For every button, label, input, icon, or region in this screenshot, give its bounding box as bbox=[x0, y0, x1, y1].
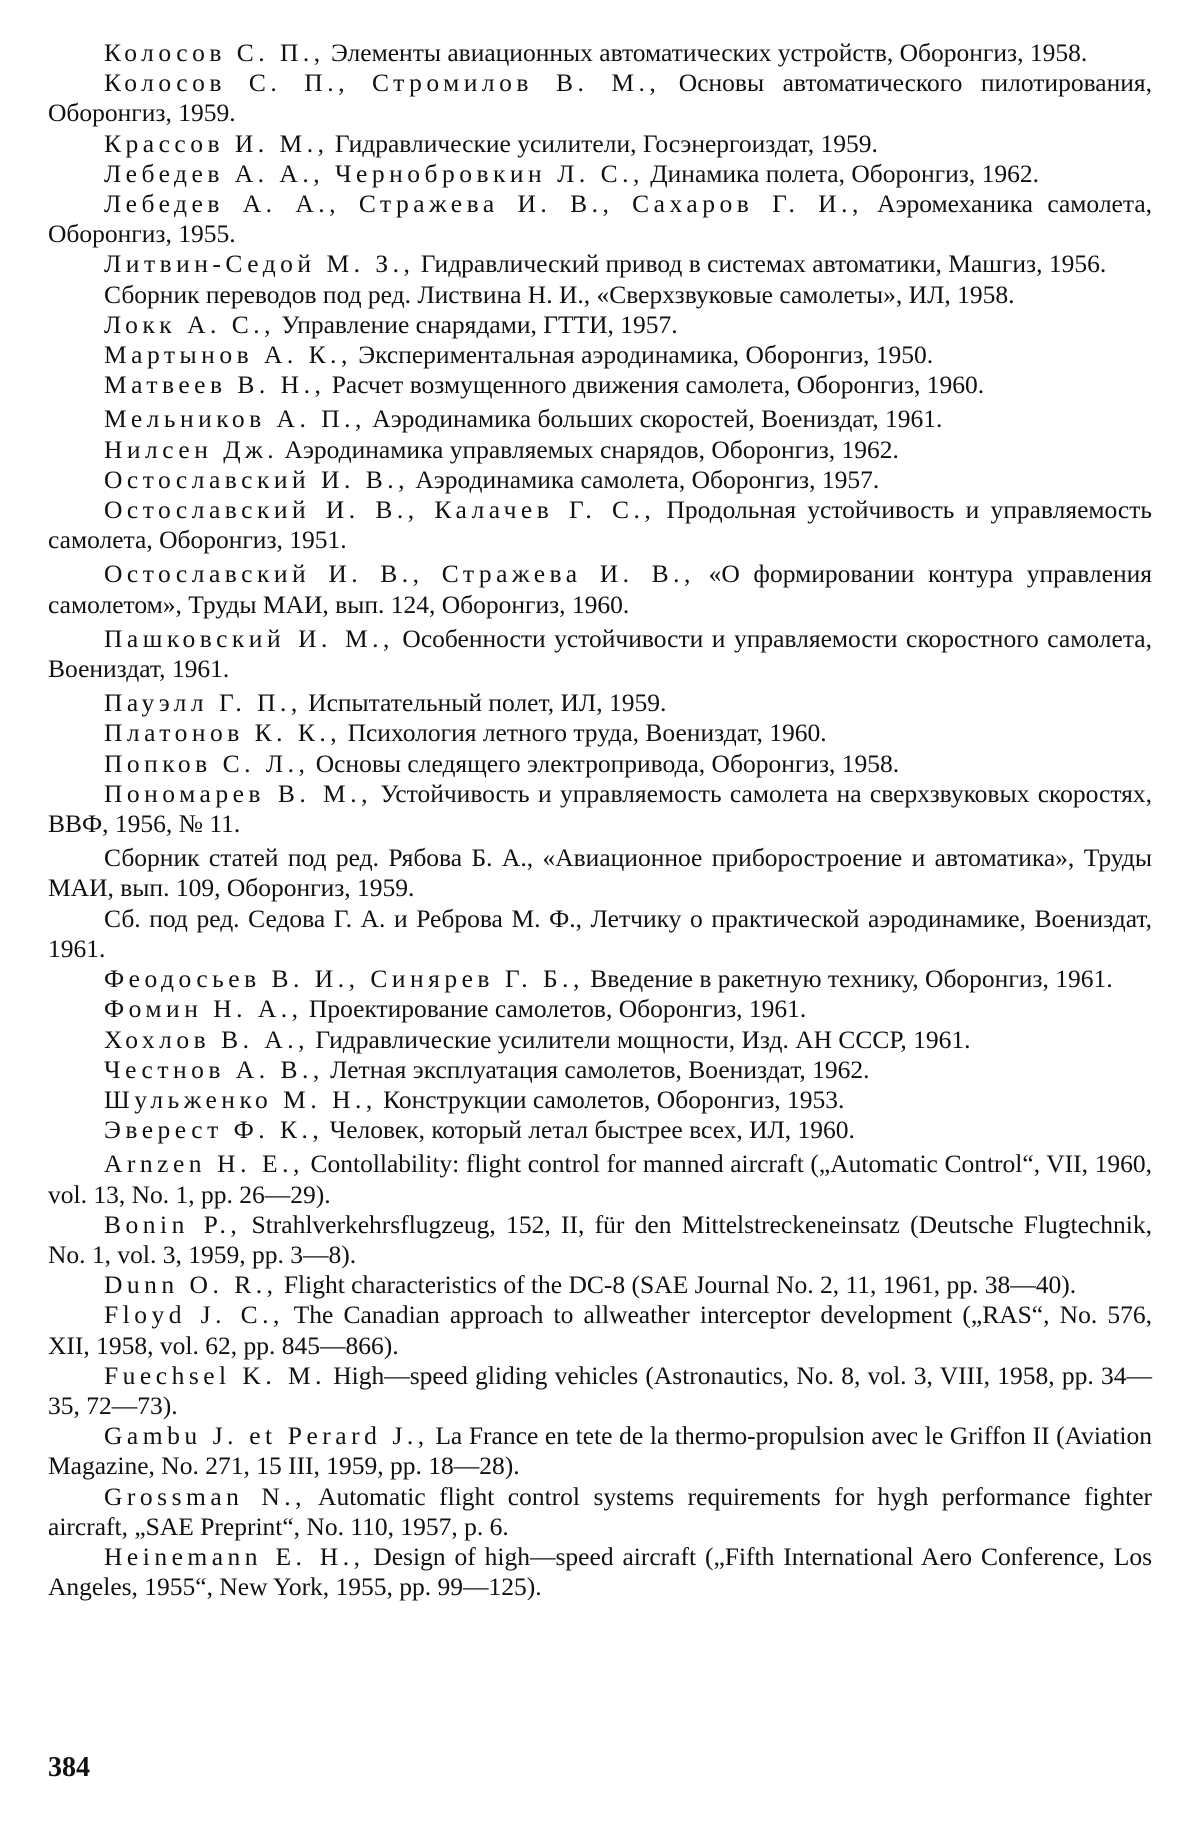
entry-text: Гидравлические усилители мощности, Изд. АН СССР, 1961. bbox=[309, 1024, 971, 1054]
entry-author: Нилсен Дж. bbox=[104, 434, 279, 464]
bibliography-entry bbox=[48, 904, 1152, 964]
entry-text: Управление снарядами, ГТТИ, 1957. bbox=[275, 309, 678, 339]
bibliography-entry bbox=[48, 435, 1152, 465]
bibliography-entry bbox=[48, 280, 1152, 310]
entry-author: Шульженко М. Н., bbox=[104, 1084, 377, 1114]
entry-author: Arnzen H. E., bbox=[104, 1149, 304, 1179]
bibliography-entry bbox=[48, 843, 1152, 903]
bibliography-entry bbox=[48, 718, 1152, 748]
entry-author: Heinemann E. H., bbox=[104, 1541, 365, 1571]
entry-text: Экспериментальная аэродинамика, Оборонгиз, 1950. bbox=[351, 340, 934, 370]
entry-text: Проектирование самолетов, Оборонгиз, 1961. bbox=[302, 994, 807, 1024]
entry-text: «О формировании контура управления самолетом», Труды МАИ, вып. 124, Оборонгиз, 1960. bbox=[48, 559, 1153, 619]
entry-author: Пономарев В. М., bbox=[104, 778, 372, 808]
entry-text: Contollability: flight control for manned aircraft („Automatic Control“, VII, 1960, vol. 13, No. 1, pp. 26—29). bbox=[48, 1149, 1152, 1209]
entry-author: Литвин-Седой М. З., bbox=[104, 249, 415, 279]
entry-author: Колосов С. П., bbox=[104, 38, 325, 67]
entry-author: Пашковский И. М., bbox=[104, 623, 394, 653]
entry-text: Устойчивость и управляемость самолета на сверхзвуковых скоростях, ВВФ, 1956, № 11. bbox=[48, 778, 1152, 839]
bibliography-entry bbox=[48, 189, 1152, 249]
bibliography-entry bbox=[48, 370, 1152, 400]
entry-author: Пауэлл Г. П., bbox=[104, 688, 302, 718]
bibliography-entry bbox=[48, 1055, 1152, 1085]
bibliography-entry bbox=[48, 1270, 1152, 1300]
entry-author: Мартынов А. К., bbox=[104, 340, 352, 370]
bibliography-entry bbox=[48, 964, 1152, 994]
entry-text: Человек, который летал быстрее всех, ИЛ, 1960. bbox=[323, 1115, 855, 1145]
entry-author: Grossman N., bbox=[104, 1481, 307, 1511]
bibliography-entry bbox=[48, 1085, 1152, 1115]
bibliography-entry bbox=[48, 994, 1152, 1024]
entry-text: Испытательный полет, ИЛ, 1959. bbox=[301, 688, 667, 718]
entry-text: Продольная устойчивость и управляемость самолета, Оборонгиз, 1951. bbox=[48, 495, 1152, 555]
entry-author: Floyd J. C., bbox=[104, 1300, 284, 1330]
entry-author: Лебедев А. А., Чернобровкин Л. С., bbox=[104, 158, 644, 188]
entry-text: Расчет возмущенного движения самолета, Оборонгиз, 1960. bbox=[325, 370, 985, 400]
bibliography-entry bbox=[48, 159, 1152, 189]
entry-author: Локк А. С., bbox=[104, 309, 275, 339]
bibliography-entry bbox=[48, 1482, 1152, 1542]
entry-author: Колосов С. П., Стромилов В. М., bbox=[104, 68, 661, 98]
entry-text: Введение в ракетную технику, Оборонгиз, 1961. bbox=[583, 964, 1113, 994]
entry-text: Конструкции самолетов, Оборонгиз, 1953. bbox=[376, 1084, 845, 1114]
bibliography-entry bbox=[48, 624, 1152, 684]
entry-author: Попков С. Л., bbox=[104, 748, 310, 778]
entry-text: Strahlverkehrsflugzeug, 152, II, für den Mittelstreckeneinsatz (Deutsche Flugtechnik, No. 1, vol. 3, 1959, pp. 3—8). bbox=[48, 1209, 1152, 1269]
bibliography-entry bbox=[48, 559, 1152, 619]
entry-author: Феодосьев В. И., Синярев Г. Б., bbox=[104, 964, 584, 994]
entry-author: Bonin P., bbox=[104, 1209, 242, 1239]
entry-text: High—speed gliding vehicles (Astronautics, No. 8, vol. 3, VIII, 1958, pp. 34—35, 72—73). bbox=[48, 1360, 1152, 1420]
entry-author: Fuechsel K. M. bbox=[104, 1360, 326, 1390]
entry-author: Хохлов В. А., bbox=[104, 1024, 309, 1054]
entry-text: La France en tete de la thermo-propulsion avec le Griffon II (Aviation Magazine, No. 271, 15 III, 1959, pp. 18—28). bbox=[48, 1421, 1152, 1481]
entry-author: Честнов А. В., bbox=[104, 1054, 324, 1084]
bibliography-entry bbox=[48, 1300, 1152, 1360]
bibliography-entry bbox=[48, 1361, 1152, 1421]
bibliography-entry bbox=[48, 68, 1152, 128]
entry-text: Основы автоматического пилотирования, Оборонгиз, 1959. bbox=[48, 68, 1152, 128]
entry-author: Матвеев В. Н., bbox=[104, 370, 326, 400]
entry-author: Платонов К. К., bbox=[104, 718, 342, 748]
entry-author: Остославский И. В., Калачев Г. С., bbox=[104, 495, 656, 525]
entry-text: Аэродинамика самолета, Оборонгиз, 1957. bbox=[408, 464, 880, 494]
bibliography-entry bbox=[48, 310, 1152, 340]
bibliography-entry bbox=[48, 1542, 1152, 1602]
entry-text: Основы следящего электропривода, Оборонгиз, 1958. bbox=[309, 748, 900, 778]
entry-text: Flight characteristics of the DC-8 (SAE Journal No. 2, 11, 1961, pp. 38—40). bbox=[277, 1270, 1077, 1300]
entry-author: Мельников А. П., bbox=[104, 404, 366, 434]
entry-author: Gambu J. et Perard J., bbox=[104, 1421, 429, 1451]
bibliography-entry bbox=[48, 340, 1152, 370]
bibliography-entry bbox=[48, 1025, 1152, 1055]
entry-text: Сборник переводов под ред. Листвина Н. И., «Сверхзвуковые самолеты», ИЛ, 1958. bbox=[104, 279, 1015, 309]
bibliography-entry bbox=[48, 1149, 1152, 1209]
entry-text: Динамика полета, Оборонгиз, 1962. bbox=[643, 158, 1039, 188]
entry-text: Аэродинамика больших скоростей, Воениздат, 1961. bbox=[365, 404, 943, 434]
entry-author: Эверест Ф. К., bbox=[104, 1115, 324, 1145]
bibliography-entry bbox=[48, 129, 1152, 159]
entry-author: Dunn O. R., bbox=[104, 1270, 278, 1300]
bibliography-page bbox=[48, 38, 1152, 1602]
bibliography-entry bbox=[48, 465, 1152, 495]
entry-text: Аэромеханика самолета, Оборонгиз, 1955. bbox=[48, 189, 1153, 249]
bibliography-entry bbox=[48, 404, 1152, 434]
entry-text: Automatic flight control systems requirements for hygh performance fighter aircraft, „SAE Preprint“, No. 110, 1957, p. 6. bbox=[48, 1481, 1153, 1541]
bibliography-entry bbox=[48, 1210, 1152, 1270]
page-number: 384 bbox=[48, 1752, 90, 1783]
entry-text: Элементы авиационных автоматических устройств, Оборонгиз, 1958. bbox=[324, 38, 1088, 67]
bibliography-entry bbox=[48, 249, 1152, 279]
entry-text: Design of high—speed aircraft („Fifth International Aero Conference, Los Angeles, 1955“, New York, 1955, pp. 99—125). bbox=[48, 1541, 1152, 1602]
entry-author: Лебедев А. А., Стражева И. В., Сахаров Г. И., bbox=[104, 189, 863, 219]
entry-text: Особенности устойчивости и управляемости скоростного самолета, Воениздат, 1961. bbox=[48, 623, 1152, 684]
entry-text: Сб. под ред. Седова Г. А. и Реброва М. Ф., Летчику о практической аэродинамике, Воениздат, 1961. bbox=[48, 903, 1152, 963]
entry-author: Остославский И. В., Стражева И. В., bbox=[104, 559, 695, 589]
bibliography-entry bbox=[48, 779, 1152, 839]
entry-text: Гидравлический привод в системах автоматики, Машгиз, 1956. bbox=[414, 249, 1107, 279]
bibliography-entry bbox=[48, 749, 1152, 779]
entry-text: Сборник статей под ред. Рябова Б. А., «Авиационное приборостроение и автоматика», Труды МАИ, вып. 109, Оборонгиз, 1959. bbox=[48, 843, 1152, 903]
entry-author: Крассов И. М., bbox=[104, 128, 329, 158]
bibliography-entry bbox=[48, 495, 1152, 555]
bibliography-entry bbox=[48, 688, 1152, 718]
bibliography-entry bbox=[48, 1115, 1152, 1145]
bibliography-list bbox=[48, 38, 1152, 1602]
entry-text: Аэродинамика управляемых снарядов, Оборонгиз, 1962. bbox=[278, 434, 899, 464]
entry-text: The Canadian approach to allweather interceptor development („RAS“, No. 576, XII, 1958, vol. 62, pp. 845—866). bbox=[48, 1300, 1152, 1360]
entry-text: Гидравлические усилители, Госэнергоиздат, 1959. bbox=[328, 128, 878, 158]
entry-author: Фомин Н. А., bbox=[104, 994, 303, 1024]
entry-text: Психология летного труда, Воениздат, 1960. bbox=[341, 718, 827, 748]
entry-author: Остославский И. В., bbox=[104, 464, 409, 494]
bibliography-entry bbox=[48, 1421, 1152, 1481]
bibliography-entry bbox=[48, 38, 1152, 68]
entry-text: Летная эксплуатация самолетов, Воениздат, 1962. bbox=[323, 1054, 870, 1084]
